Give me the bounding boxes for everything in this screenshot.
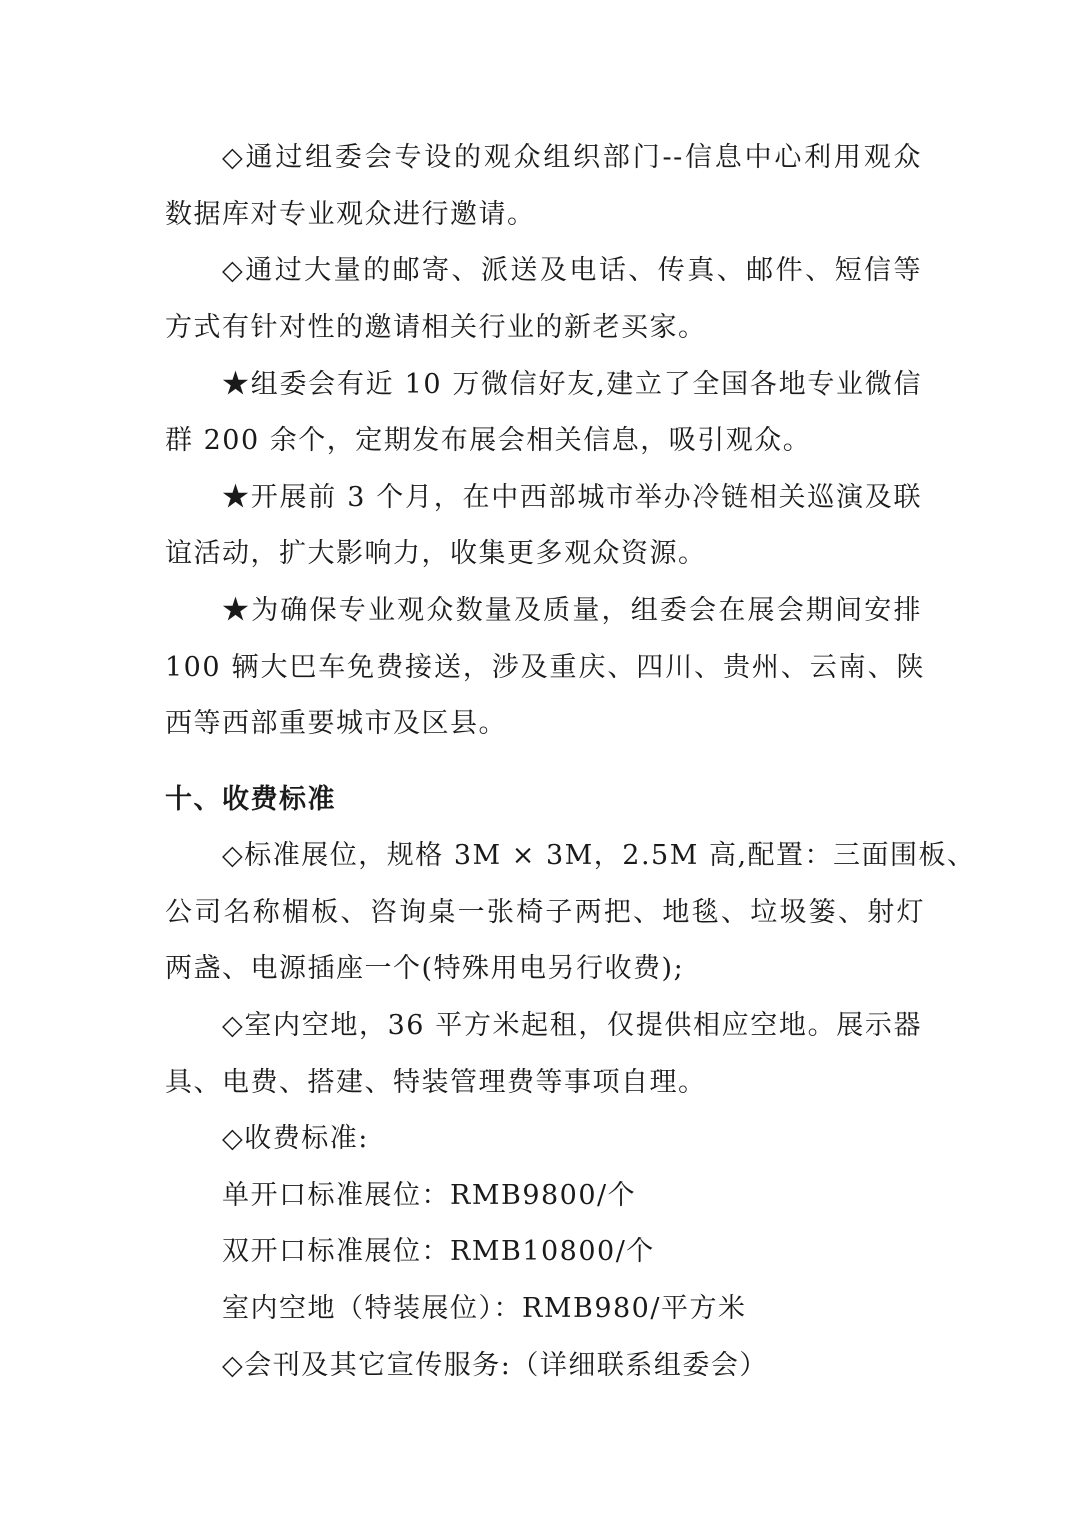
- paragraph-line: ◇通过大量的邮寄、派送及电话、传真、邮件、短信等: [222, 255, 922, 286]
- publicity-services: ◇会刊及其它宣传服务:（详细联系组委会）: [222, 1350, 768, 1381]
- price-single-booth: 单开口标准展位：RMB9800/个: [222, 1180, 637, 1211]
- price-double-booth: 双开口标准展位：RMB10800/个: [222, 1236, 655, 1267]
- paragraph-line: 方式有针对性的邀请相关行业的新老买家。: [165, 312, 707, 343]
- paragraph-line: 公司名称楣板、咨询桌一张椅子两把、地毯、垃圾篓、射灯: [165, 897, 925, 928]
- paragraph-line: ★开展前 3 个月，在中西部城市举办冷链相关巡演及联: [222, 482, 922, 513]
- paragraph-line: ★为确保专业观众数量及质量，组委会在展会期间安排: [222, 595, 922, 626]
- paragraph-line: 数据库对专业观众进行邀请。: [165, 199, 536, 230]
- price-indoor-space: 室内空地（特装展位）：RMB980/平方米: [222, 1293, 747, 1324]
- paragraph-line: 群 200 余个，定期发布展会相关信息，吸引观众。: [165, 425, 812, 456]
- section-heading: 十、收费标准: [165, 784, 336, 815]
- fee-standard-title: ◇收费标准:: [222, 1123, 369, 1154]
- paragraph-line: 具、电费、搭建、特装管理费等事项自理。: [165, 1067, 707, 1098]
- paragraph-line: 谊活动，扩大影响力，收集更多观众资源。: [165, 538, 707, 569]
- paragraph-line: 100 辆大巴车免费接送，涉及重庆、四川、贵州、云南、陕: [165, 652, 925, 683]
- paragraph-line: ◇通过组委会专设的观众组织部门--信息中心利用观众: [222, 142, 922, 173]
- paragraph-line: 西等西部重要城市及区县。: [165, 708, 507, 739]
- paragraph-line: 两盏、电源插座一个(特殊用电另行收费);: [165, 953, 685, 984]
- paragraph-line: ★组委会有近 10 万微信好友,建立了全国各地专业微信: [222, 369, 922, 400]
- paragraph-line: ◇室内空地，36 平方米起租，仅提供相应空地。展示器: [222, 1010, 922, 1041]
- paragraph-line: ◇标准展位，规格 3M × 3M，2.5M 高,配置：三面围板、: [222, 840, 976, 871]
